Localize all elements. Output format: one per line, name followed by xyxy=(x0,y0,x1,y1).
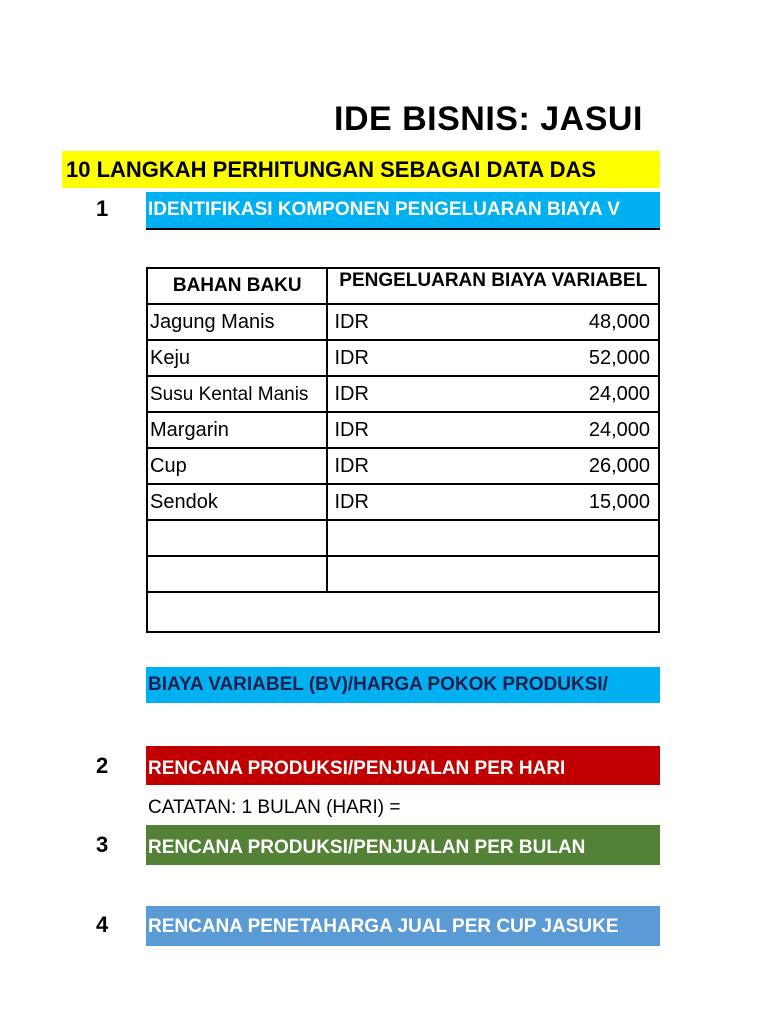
step-3-number: 3 xyxy=(96,832,109,857)
table-row-empty xyxy=(147,556,659,592)
step-4-number: 4 xyxy=(96,912,109,937)
empty-cell xyxy=(327,520,659,556)
row-name: Cup xyxy=(147,448,327,484)
variable-cost-table xyxy=(146,267,660,633)
row-currency: IDR xyxy=(334,346,369,369)
header-pengeluaran xyxy=(327,268,659,304)
row-currency: IDR xyxy=(334,418,369,441)
empty-cell xyxy=(147,592,659,632)
step-1-bar: IDENTIFIKASI KOMPONEN PENGELUARAN BIAYA V xyxy=(146,192,660,228)
step-2-bar: RENCANA PRODUKSI/PENJUALAN PER HARI xyxy=(146,746,660,785)
row-currency: IDR xyxy=(334,454,369,477)
table-row xyxy=(147,376,659,412)
row-currency: IDR xyxy=(334,382,369,405)
header-bahan-baku: BAHAN BAKU xyxy=(147,268,327,304)
row-currency: IDR xyxy=(334,490,369,513)
table-row xyxy=(147,412,659,448)
empty-cell xyxy=(147,556,327,592)
total-bar: BIAYA VARIABEL (BV)/HARGA POKOK PRODUKSI/ xyxy=(146,667,660,703)
row-amount: 15,000 xyxy=(588,490,650,513)
row-amount: 24,000 xyxy=(588,382,650,405)
empty-cell xyxy=(147,520,327,556)
table-row xyxy=(147,304,659,340)
row-name: Keju xyxy=(147,340,327,376)
table-row xyxy=(147,340,659,376)
table-row xyxy=(147,484,659,520)
header-pengeluaran-label: PENGELUARAN BIAYA VARIABEL xyxy=(339,270,648,291)
table-row-empty xyxy=(147,520,659,556)
row-currency: IDR xyxy=(334,310,369,333)
row-name: Sendok xyxy=(147,484,327,520)
row-name: Susu Kental Manis xyxy=(147,376,327,412)
row-amount: 52,000 xyxy=(588,346,650,369)
row-amount: 24,000 xyxy=(588,418,650,441)
subtitle-banner: 10 LANGKAH PERHITUNGAN SEBAGAI DATA DAS xyxy=(62,151,660,188)
row-amount: 26,000 xyxy=(588,454,650,477)
step-2-number: 2 xyxy=(96,753,109,778)
page-title: IDE BISNIS: JASUI xyxy=(334,100,643,138)
row-amount: 48,000 xyxy=(588,310,650,333)
table-header-row xyxy=(147,268,659,304)
step-4-bar: RENCANA PENETAHARGA JUAL PER CUP JASUKE xyxy=(146,906,660,946)
divider-line xyxy=(146,228,660,230)
step-1-number: 1 xyxy=(96,196,109,221)
row-name: Jagung Manis xyxy=(147,304,327,340)
table-row xyxy=(147,448,659,484)
step-3-bar: RENCANA PRODUKSI/PENJUALAN PER BULAN xyxy=(146,825,660,865)
table-row-empty xyxy=(147,592,659,632)
note-text: CATATAN: 1 BULAN (HARI) = xyxy=(148,797,401,818)
row-name: Margarin xyxy=(147,412,327,448)
empty-cell xyxy=(327,556,659,592)
